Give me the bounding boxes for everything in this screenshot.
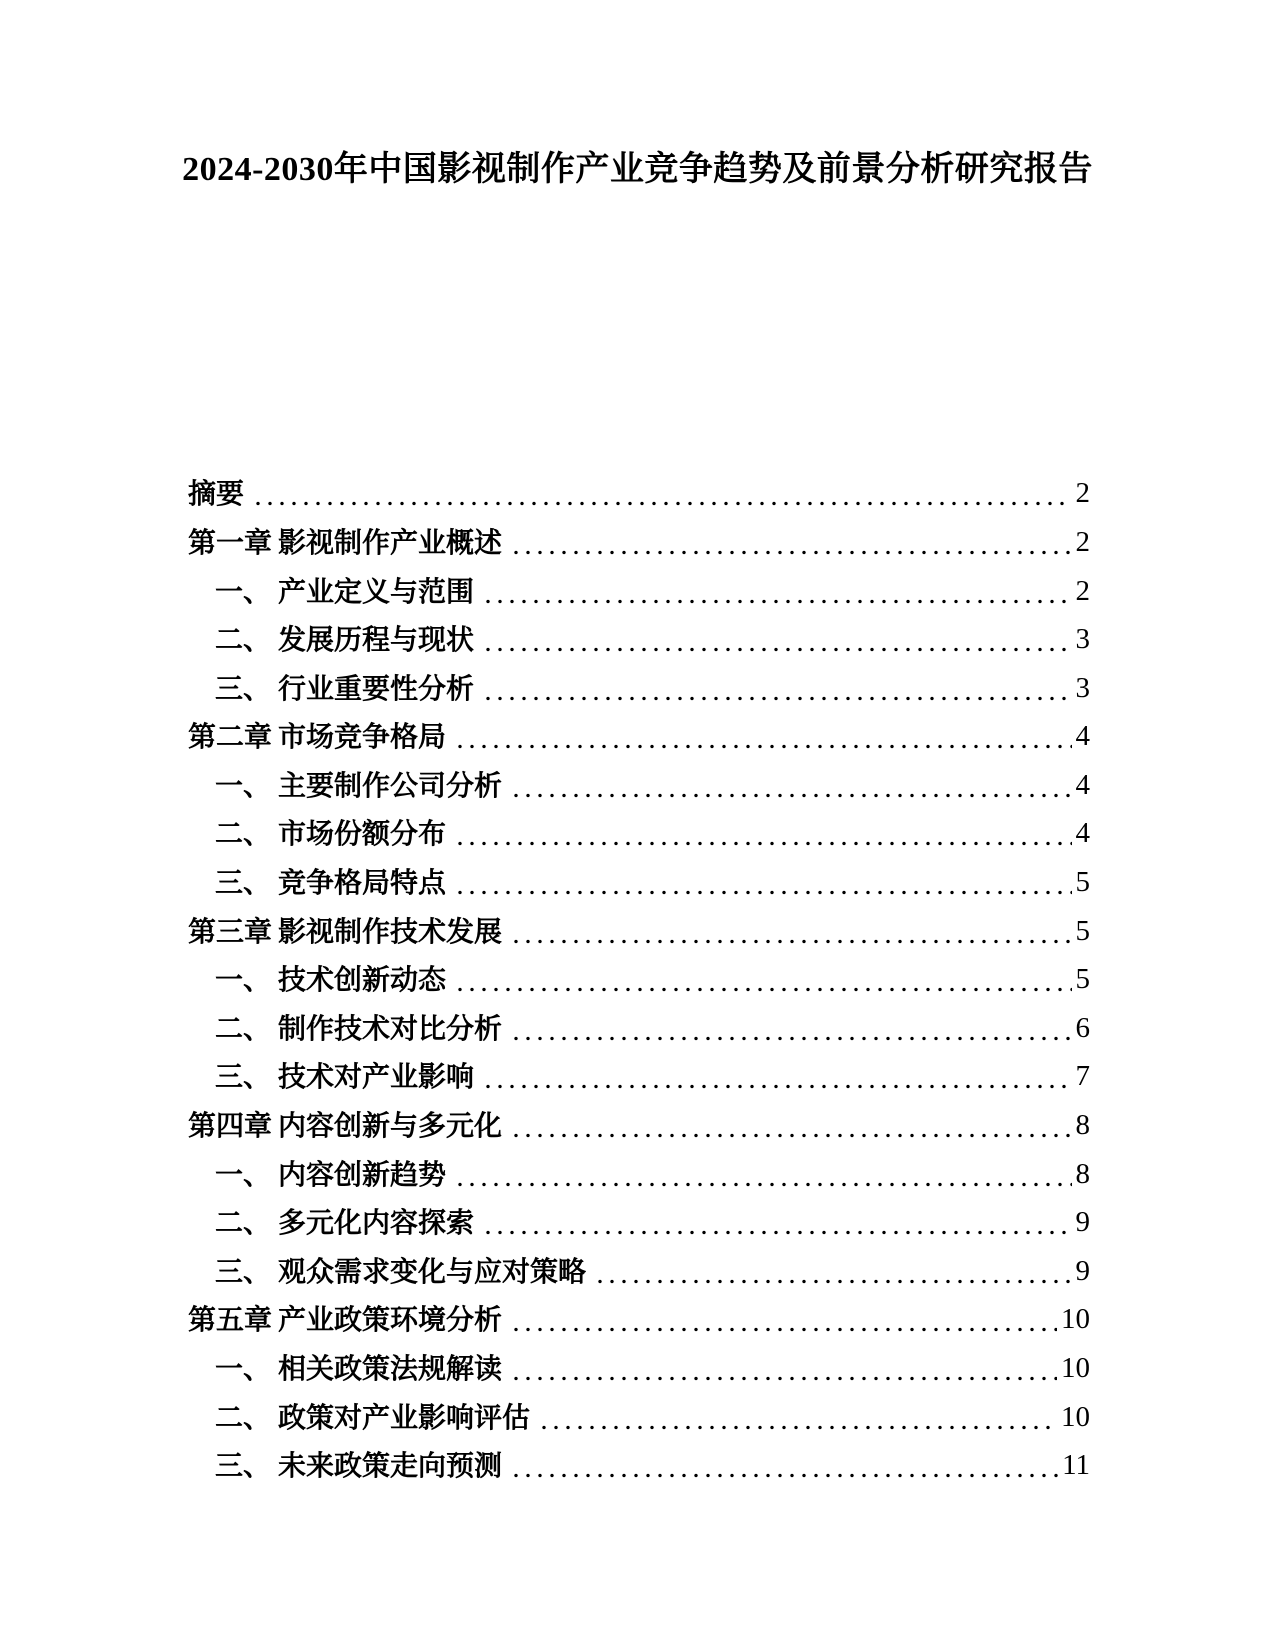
toc-page-number: 2 [1075,525,1090,558]
toc-page-number: 10 [1061,1400,1090,1433]
toc-entry-number: 三、 [215,1255,272,1287]
toc-page-number: 10 [1061,1352,1090,1384]
toc-page-number: 2 [1075,574,1090,607]
toc-entry-number: 二、 [215,1401,272,1433]
toc-page-number: 2 [1075,477,1090,510]
toc-entry-label: 市场份额分布 [278,818,447,850]
toc-entry-number: 二、 [215,624,272,656]
toc-dot-leader [482,1230,1071,1235]
toc-entry-label: 相关政策法规解读 [278,1353,503,1384]
toc-entry-label: 观众需求变化与应对策略 [278,1255,587,1287]
toc-dot-leader [454,987,1071,992]
toc-entry-number: 一、 [215,769,272,801]
toc-page-number: 4 [1075,720,1090,753]
toc-entry-label: 竞争格局特点 [278,867,447,899]
toc-dot-leader [454,890,1071,895]
toc-entry-number: 一、 [215,1158,272,1190]
toc-dot-leader [482,696,1071,701]
toc-entry-label: 发展历程与现状 [278,624,475,656]
toc-entry[interactable] [188,853,1090,902]
toc-dot-leader [454,744,1071,749]
toc-dot-leader [454,1182,1071,1187]
toc-entry[interactable] [188,1242,1090,1291]
toc-entry-number: 第一章 [188,526,273,558]
toc-entry-label: 政策对产业影响评估 [278,1401,531,1433]
toc-entry-number: 三、 [215,672,272,704]
toc-entry-number: 三、 [215,1061,272,1093]
toc-entry[interactable] [188,1291,1090,1340]
toc-dot-leader [454,841,1071,846]
toc-page-number: 5 [1075,866,1090,899]
toc-dot-leader [482,599,1071,604]
toc-entry-label: 技术对产业影响 [278,1061,475,1093]
toc-entry[interactable] [188,756,1090,805]
toc-entry-label: 影视制作产业概述 [278,526,503,558]
toc-page-number: 5 [1075,963,1090,996]
toc-entry-label: 摘要 [188,478,245,510]
toc-dot-leader [482,647,1071,652]
toc-dot-leader [510,550,1071,555]
toc-dot-leader [510,1376,1057,1381]
toc-page-number: 5 [1075,914,1090,947]
toc-entry-label: 内容创新与多元化 [278,1110,503,1142]
toc-entry-number: 二、 [215,1012,272,1044]
toc-page-number: 9 [1075,1206,1090,1239]
toc-entry[interactable] [188,805,1090,854]
toc-dot-leader [510,939,1071,944]
toc-entry-number: 一、 [215,964,272,996]
toc-entry-number: 一、 [215,575,272,607]
toc-entry[interactable] [188,562,1090,611]
toc-entry-number: 第四章 [188,1110,273,1142]
toc-dot-leader [252,501,1071,506]
toc-entry-label: 产业政策环境分析 [278,1304,503,1336]
toc-entry[interactable] [188,902,1090,951]
toc-entry-number: 第三章 [188,915,273,947]
toc-page-number: 9 [1075,1254,1090,1287]
toc-page-number: 3 [1075,623,1090,656]
toc-entry[interactable] [188,1048,1090,1097]
toc-entry-label: 未来政策走向预测 [278,1450,503,1482]
toc-page-number: 3 [1075,671,1090,704]
toc-entry-label: 多元化内容探索 [278,1207,475,1239]
toc-entry-label: 市场竞争格局 [278,721,447,753]
toc-dot-leader [510,793,1071,798]
toc-entry-number: 第五章 [188,1304,273,1336]
toc-entry-number: 二、 [215,1207,272,1239]
toc-entry[interactable] [188,513,1090,562]
toc-entry-label: 影视制作技术发展 [278,915,503,947]
toc-entry[interactable] [188,1388,1090,1437]
toc-dot-leader [510,1473,1058,1478]
toc-entry[interactable] [188,999,1090,1048]
toc-dot-leader [482,1084,1071,1089]
toc-entry[interactable] [188,708,1090,757]
toc-entry[interactable] [188,951,1090,1000]
toc-entry-label: 内容创新趋势 [278,1158,447,1190]
toc-page-number: 4 [1075,768,1090,801]
toc-entry-number: 三、 [215,1450,272,1482]
toc-page-number: 8 [1075,1109,1090,1142]
toc-entry-number: 一、 [215,1353,272,1384]
toc-dot-leader [510,1133,1071,1138]
toc-entry[interactable] [188,1145,1090,1194]
toc-entry[interactable] [188,659,1090,708]
toc-entry[interactable] [188,611,1090,660]
toc-page-number: 4 [1075,817,1090,850]
toc-dot-leader [538,1425,1057,1430]
toc-page-number: 10 [1061,1303,1090,1336]
toc-entry[interactable] [188,465,1090,514]
table-of-contents [188,465,1090,1485]
toc-entry-label: 主要制作公司分析 [278,769,503,801]
toc-entry-label: 技术创新动态 [278,964,447,996]
toc-entry-label: 产业定义与范围 [278,575,475,607]
toc-entry[interactable] [188,1194,1090,1243]
toc-entry-label: 行业重要性分析 [278,672,475,704]
document-title: 2024-2030年中国影视制作产业竞争趋势及前景分析研究报告 [182,151,1093,188]
toc-entry-number: 第二章 [188,721,273,753]
toc-dot-leader [510,1036,1071,1041]
toc-dot-leader [594,1279,1071,1284]
toc-page-number: 11 [1062,1449,1090,1482]
toc-entry[interactable] [188,1437,1090,1486]
toc-page-number: 6 [1075,1011,1090,1044]
toc-entry[interactable] [188,1339,1090,1388]
toc-page-number: 8 [1075,1157,1090,1190]
toc-dot-leader [510,1327,1057,1332]
toc-entry-label: 制作技术对比分析 [278,1012,503,1044]
toc-entry-number: 二、 [215,818,272,850]
toc-page-number: 7 [1075,1060,1090,1093]
toc-entry[interactable] [188,1096,1090,1145]
toc-entry-number: 三、 [215,867,272,899]
